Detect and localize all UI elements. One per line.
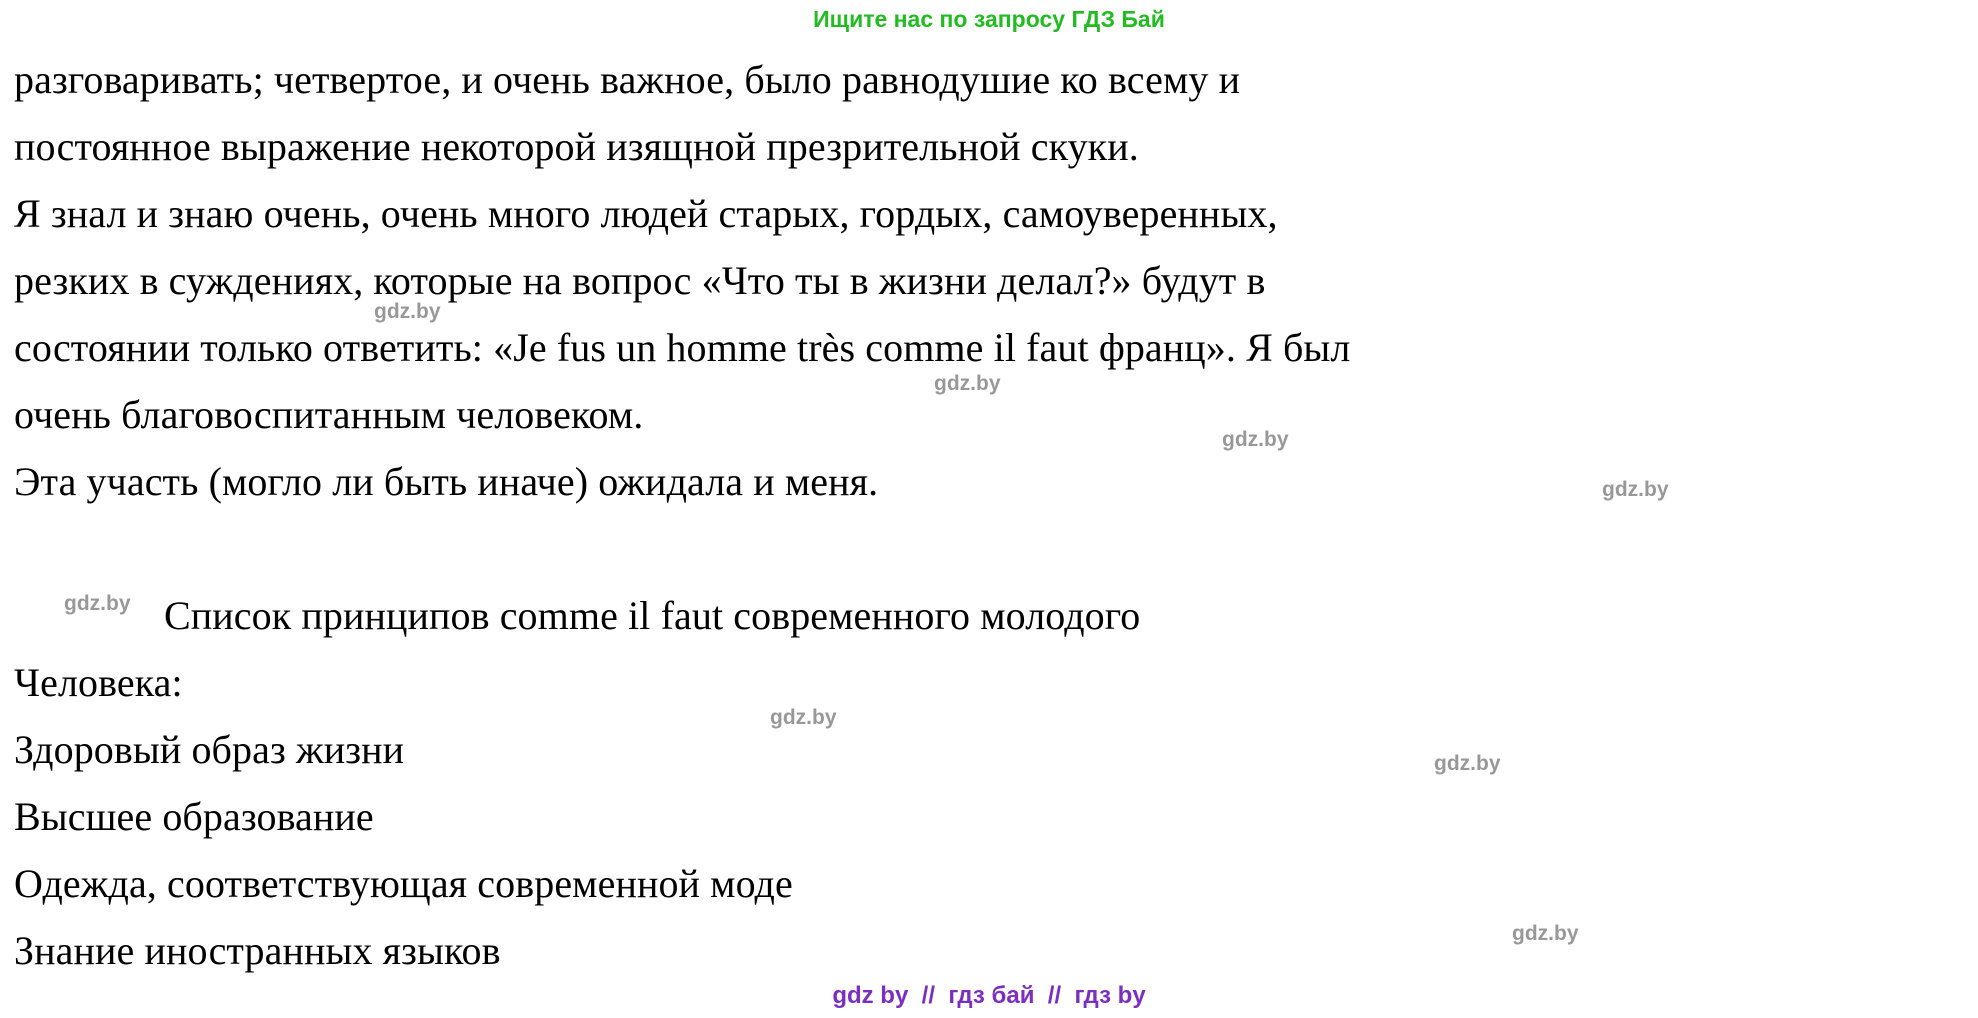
watermark: gdz.by (1222, 428, 1289, 451)
text-line: разговаривать; четвертое, и очень важное, было равнодушие ко всему и (14, 57, 1241, 102)
text-line: Эта участь (могло ли быть иначе) ожидала и меня. (14, 459, 879, 504)
list-heading-line: Человека: (14, 660, 183, 705)
list-item: Одежда, соответствующая современной моде (14, 861, 793, 906)
document-body (14, 46, 1914, 984)
watermark: gdz.by (1512, 922, 1579, 945)
watermark: gdz.by (1434, 752, 1501, 775)
text-line: резких в суждениях, которые на вопрос «Что ты в жизни делал?» будут в (14, 258, 1266, 303)
paragraph-spacer (14, 515, 1914, 582)
text-line: постоянное выражение некоторой изящной презрительной скуки. (14, 124, 1139, 169)
watermark: gdz.by (1602, 478, 1669, 501)
watermark: gdz.by (770, 706, 837, 729)
text-line: очень благовоспитанным человеком. (14, 392, 644, 437)
list-item: Здоровый образ жизни (14, 727, 405, 772)
text-line: Я знал и знаю очень, очень много людей старых, гордых, самоуверенных, (14, 191, 1278, 236)
text-line: состоянии только ответить: «Je fus un homme très comme il faut франц». Я был (14, 325, 1351, 370)
list-item: Высшее образование (14, 794, 374, 839)
watermark: gdz.by (374, 300, 441, 323)
footer-site-links: gdz by // гдз бай // гдз by (832, 982, 1146, 1009)
watermark: gdz.by (64, 592, 131, 615)
list-item: Знание иностранных языков (14, 928, 501, 973)
watermark: gdz.by (934, 372, 1001, 395)
site-promo-banner: Ищите нас по запросу ГДЗ Бай (813, 6, 1165, 32)
list-heading-line: Список принципов comme il faut современного молодого (164, 593, 1141, 638)
